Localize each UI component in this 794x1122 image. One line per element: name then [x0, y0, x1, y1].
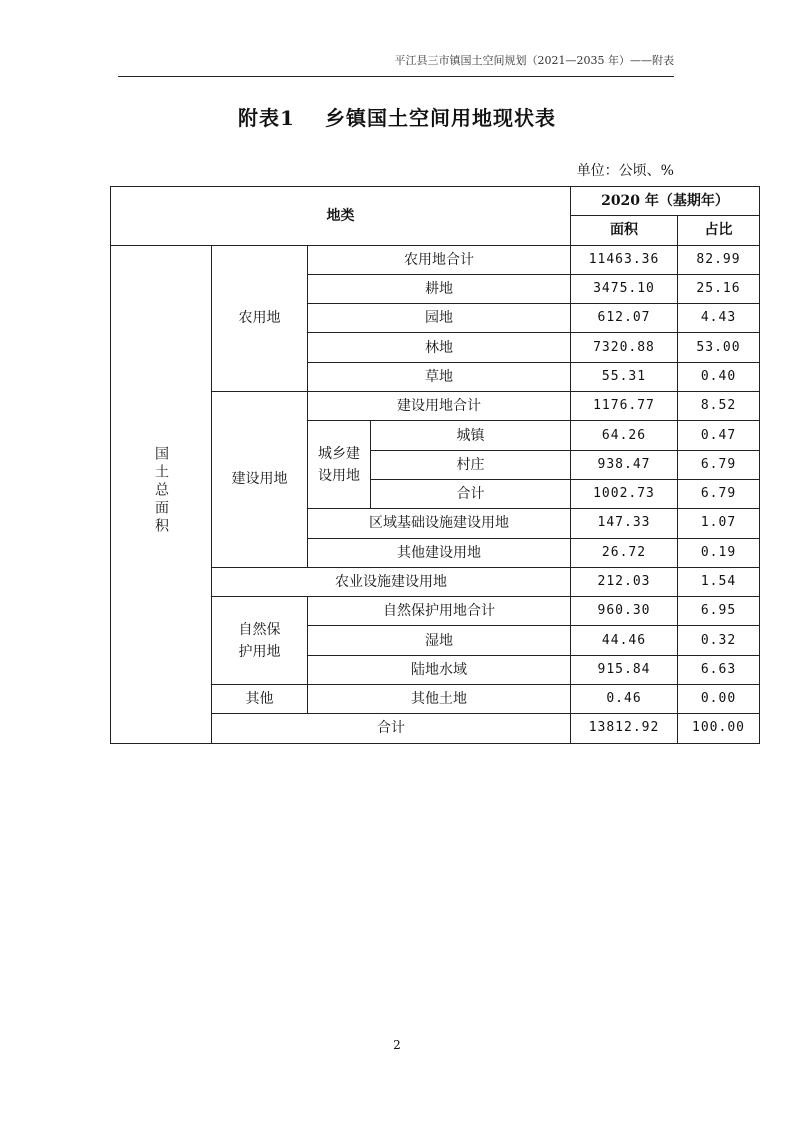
row-ratio: 0.40: [678, 362, 760, 391]
outer-category: [111, 245, 212, 743]
group-nature-label: 自然保护用地: [238, 621, 281, 660]
document-title: [0, 102, 794, 131]
row-ratio: 6.79: [678, 479, 760, 508]
outer-category-label: 国土总面积: [153, 446, 169, 537]
row-ratio: 53.00: [678, 333, 760, 362]
total-name: 合计: [212, 714, 571, 743]
row-name: 耕地: [308, 274, 571, 303]
row-ratio: 6.95: [678, 597, 760, 626]
row-ratio: 0.00: [678, 685, 760, 714]
group-agri-label: 农用地: [212, 245, 308, 391]
row-ratio: 0.32: [678, 626, 760, 655]
row-name: 其他建设用地: [308, 538, 571, 567]
row-name: 村庄: [371, 450, 571, 479]
running-header: 平江县三市镇国土空间规划（2021—2035 年）——附表: [394, 54, 674, 67]
row-name: 湿地: [308, 626, 571, 655]
row-name: 建设用地合计: [308, 392, 571, 421]
row-name: 自然保护用地合计: [308, 597, 571, 626]
row-area: 212.03: [571, 567, 678, 596]
row-name: 城镇: [371, 421, 571, 450]
table-row: [111, 245, 760, 274]
total-area: 13812.92: [571, 714, 678, 743]
row-area: 55.31: [571, 362, 678, 391]
row-area: 44.46: [571, 626, 678, 655]
table-name: 乡镇国土空间用地现状表: [324, 106, 556, 130]
table-number: 附表1: [238, 106, 295, 130]
row-area: 960.30: [571, 597, 678, 626]
row-ratio: 0.19: [678, 538, 760, 567]
row-name: 其他土地: [308, 685, 571, 714]
page-number: 2: [393, 1038, 401, 1052]
subgroup-urban-rural-label: 城乡建设用地: [318, 445, 360, 484]
row-area: 612.07: [571, 304, 678, 333]
row-name: 草地: [308, 362, 571, 391]
row-ratio: 1.07: [678, 509, 760, 538]
group-build-label: 建设用地: [212, 392, 308, 568]
table-header-row: [111, 187, 760, 216]
row-name: 区域基础设施建设用地: [308, 509, 571, 538]
row-ratio: 6.79: [678, 450, 760, 479]
row-ratio: 1.54: [678, 567, 760, 596]
header-divider: [118, 76, 674, 77]
row-area: 26.72: [571, 538, 678, 567]
row-name: 陆地水域: [308, 655, 571, 684]
row-area: 915.84: [571, 655, 678, 684]
row-area: 1002.73: [571, 479, 678, 508]
row-area: 1176.77: [571, 392, 678, 421]
header-area: 面积: [571, 216, 678, 245]
row-area: 0.46: [571, 685, 678, 714]
row-name: 园地: [308, 304, 571, 333]
group-others-label: 其他: [212, 685, 308, 714]
row-area: 3475.10: [571, 274, 678, 303]
subgroup-urban-rural: [308, 421, 371, 509]
row-ratio: 25.16: [678, 274, 760, 303]
header-category: 地类: [111, 187, 571, 246]
row-name: 林地: [308, 333, 571, 362]
row-name: 农用地合计: [308, 245, 571, 274]
header-ratio: 占比: [678, 216, 760, 245]
unit-label: 单位：公顷、%: [576, 163, 674, 179]
row-area: 11463.36: [571, 245, 678, 274]
row-ratio: 0.47: [678, 421, 760, 450]
row-area: 7320.88: [571, 333, 678, 362]
row-area: 938.47: [571, 450, 678, 479]
row-name: 农业设施建设用地: [212, 567, 571, 596]
row-area: 147.33: [571, 509, 678, 538]
row-ratio: 8.52: [678, 392, 760, 421]
row-ratio: 82.99: [678, 245, 760, 274]
header-year: 2020 年（基期年）: [571, 187, 760, 216]
row-ratio: 6.63: [678, 655, 760, 684]
total-ratio: 100.00: [678, 714, 760, 743]
group-nature: [212, 597, 308, 685]
row-ratio: 4.43: [678, 304, 760, 333]
row-name: 合计: [371, 479, 571, 508]
land-use-table: [110, 186, 760, 744]
row-area: 64.26: [571, 421, 678, 450]
